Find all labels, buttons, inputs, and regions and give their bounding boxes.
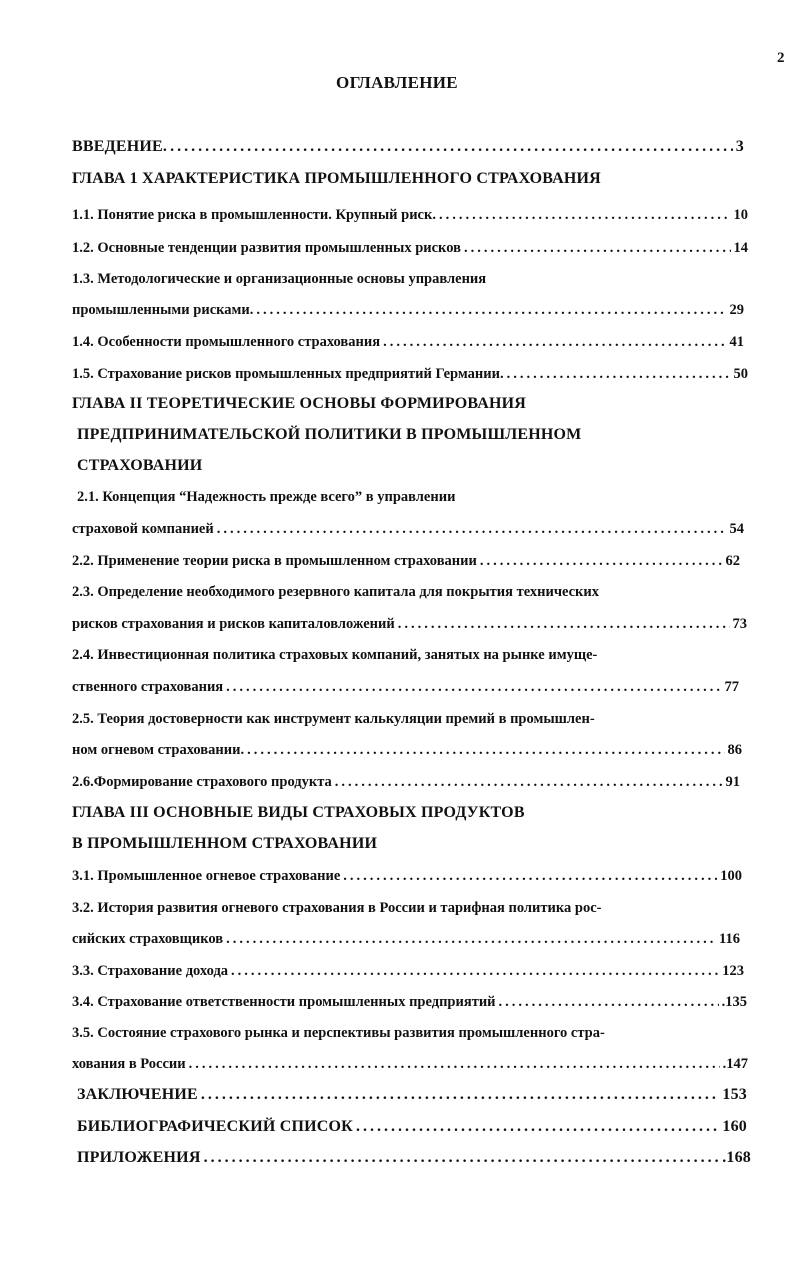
toc-page-number: .168 (722, 1149, 751, 1166)
toc-entry-3-4[interactable] (72, 992, 747, 1012)
leader-dots (247, 740, 724, 760)
toc-page-number: 14 (733, 240, 748, 256)
toc-page-number: 100 (720, 868, 742, 884)
toc-entry-2-1-line1: 2.1. Концепция “Надежность прежде всего” в управлении (77, 489, 456, 505)
toc-page-number: 116 (719, 931, 740, 947)
toc-entry-text: промышленными рисками. (72, 302, 254, 318)
toc-entry-2-4[interactable] (72, 677, 739, 697)
toc-entry-text: ЗАКЛЮЧЕНИЕ (77, 1086, 198, 1103)
toc-entry-text: 2.2. Применение теории риска в промышленном страховании (72, 553, 477, 569)
toc-entry-text: страховой компанией (72, 521, 214, 537)
toc-entry-text: ПРИЛОЖЕНИЯ (77, 1149, 201, 1166)
toc-entry-2-5-line1: 2.5. Теория достоверности как инструмент калькуляции премий в промышлен- (72, 711, 595, 727)
toc-page-number: 123 (722, 963, 744, 979)
toc-entry-text: хования в России (72, 1056, 186, 1072)
toc-entry-text: 1.1. Понятие риска в промышленности. Крупный риск. (72, 207, 436, 223)
toc-page-number: 160 (722, 1118, 747, 1135)
toc-entry-2-1[interactable] (72, 519, 744, 539)
toc-page-number: 41 (729, 334, 744, 350)
toc-entry-intro[interactable] (72, 137, 744, 157)
chapter-3-heading-line1[interactable]: ГЛАВА III ОСНОВНЫЕ ВИДЫ СТРАХОВЫХ ПРОДУКТОВ (72, 804, 525, 821)
toc-entry-conclusion[interactable] (77, 1085, 747, 1105)
toc-page-number: 10 (733, 207, 748, 223)
toc-entry-text: сийских страховщиков (72, 931, 224, 947)
toc-entry-text: 1.5. Страхование рисков промышленных предприятий Германии. (72, 366, 504, 382)
toc-page-number: 62 (725, 553, 740, 569)
toc-entry-2-2[interactable] (72, 551, 740, 571)
toc-entry-text: 3.4. Страхование ответственности промышленных предприятий (72, 994, 496, 1010)
toc-entry-2-4-line1: 2.4. Инвестиционная политика страховых компаний, занятых на рынке имуще- (72, 647, 598, 663)
toc-entry-text: БИБЛИОГРАФИЧЕСКИЙ СПИСОК (77, 1118, 353, 1135)
toc-entry-1-3[interactable] (72, 300, 744, 320)
toc-page-number: 86 (727, 742, 742, 758)
toc-entry-bibliography[interactable] (77, 1117, 747, 1137)
leader-dots (256, 300, 726, 320)
toc-entry-1-1[interactable] (72, 205, 748, 225)
toc-entry-text: ственного страхования (72, 679, 224, 695)
toc-entry-text: ном огневом страховании. (72, 742, 245, 758)
chapter-3-heading-line2: В ПРОМЫШЛЕННОМ СТРАХОВАНИИ (72, 835, 378, 852)
toc-entry-3-2-line1: 3.2. История развития огневого страхования в России и тарифная политика рос- (72, 900, 602, 916)
page-title: ОГЛАВЛЕНИЕ (336, 73, 458, 92)
toc-page-number: 29 (729, 302, 744, 318)
leader-dots (335, 772, 723, 792)
leader-dots (499, 992, 719, 1012)
toc-entry-1-3-line1: 1.3. Методологические и организационные основы управления (72, 271, 487, 287)
toc-entry-2-3[interactable] (72, 614, 747, 634)
toc-entry-text: 3.3. Страхование дохода (72, 963, 229, 979)
toc-entry-2-6[interactable] (72, 772, 740, 792)
chapter-1-heading[interactable]: ГЛАВА 1 ХАРАКТЕРИСТИКА ПРОМЫШЛЕННОГО СТРАХОВАНИЯ (72, 170, 601, 187)
leader-dots (217, 519, 727, 539)
leader-dots (383, 332, 726, 352)
toc-page-number: 91 (725, 774, 740, 790)
leader-dots (204, 1148, 720, 1168)
toc-entry-appendices[interactable] (77, 1148, 751, 1168)
toc-entry-3-3[interactable] (72, 961, 744, 981)
leader-dots (398, 614, 730, 634)
toc-page-number: 3 (735, 138, 744, 155)
page-number: 2 (777, 50, 785, 66)
toc-entry-text: 2.6.Формирование страхового продукта (72, 774, 332, 790)
toc-entry-text: рисков страхования и рисков капиталовложений (72, 616, 395, 632)
toc-page-number: 153 (722, 1086, 747, 1103)
leader-dots (480, 551, 723, 571)
leader-dots (201, 1085, 719, 1105)
leader-dots (189, 1054, 720, 1074)
toc-entry-1-4[interactable] (72, 332, 744, 352)
leader-dots (343, 866, 717, 886)
chapter-2-heading-line2: ПРЕДПРИНИМАТЕЛЬСКОЙ ПОЛИТИКИ В ПРОМЫШЛЕННОМ (77, 426, 582, 443)
leader-dots (226, 677, 721, 697)
toc-page-number: 73 (732, 616, 747, 632)
toc-entry-text: 1.2. Основные тенденции развития промышленных рисков (72, 240, 461, 256)
chapter-2-heading-line1[interactable]: ГЛАВА II ТЕОРЕТИЧЕСКИЕ ОСНОВЫ ФОРМИРОВАНИЯ (72, 395, 527, 412)
toc-page-number: 54 (729, 521, 744, 537)
leader-dots (170, 137, 733, 157)
toc-entry-3-2[interactable] (72, 929, 740, 949)
toc-page-number: .147 (722, 1056, 748, 1072)
leader-dots (439, 205, 731, 225)
toc-entry-2-3-line1: 2.3. Определение необходимого резервного капитала для покрытия технических (72, 584, 600, 600)
toc-page-number: .135 (721, 994, 747, 1010)
toc-entry-text: ВВЕДЕНИЕ. (72, 138, 168, 155)
leader-dots (226, 929, 716, 949)
chapter-2-heading-line3: СТРАХОВАНИИ (77, 457, 203, 474)
toc-entry-3-5-line1: 3.5. Состояние страхового рынка и перспективы развития промышленного стра- (72, 1025, 605, 1041)
toc-page-number: 50 (733, 366, 748, 382)
toc-entry-text: 3.1. Промышленное огневое страхование (72, 868, 341, 884)
toc-entry-text: 1.4. Особенности промышленного страхования (72, 334, 381, 350)
toc-entry-3-5[interactable] (72, 1054, 748, 1074)
toc-entry-1-2[interactable] (72, 238, 748, 258)
leader-dots (231, 961, 719, 981)
leader-dots (356, 1117, 719, 1137)
toc-entry-3-1[interactable] (72, 866, 742, 886)
toc-page-number: 77 (724, 679, 739, 695)
leader-dots (507, 364, 731, 384)
toc-entry-2-5[interactable] (72, 740, 742, 760)
leader-dots (464, 238, 731, 258)
toc-entry-1-5[interactable] (72, 364, 748, 384)
